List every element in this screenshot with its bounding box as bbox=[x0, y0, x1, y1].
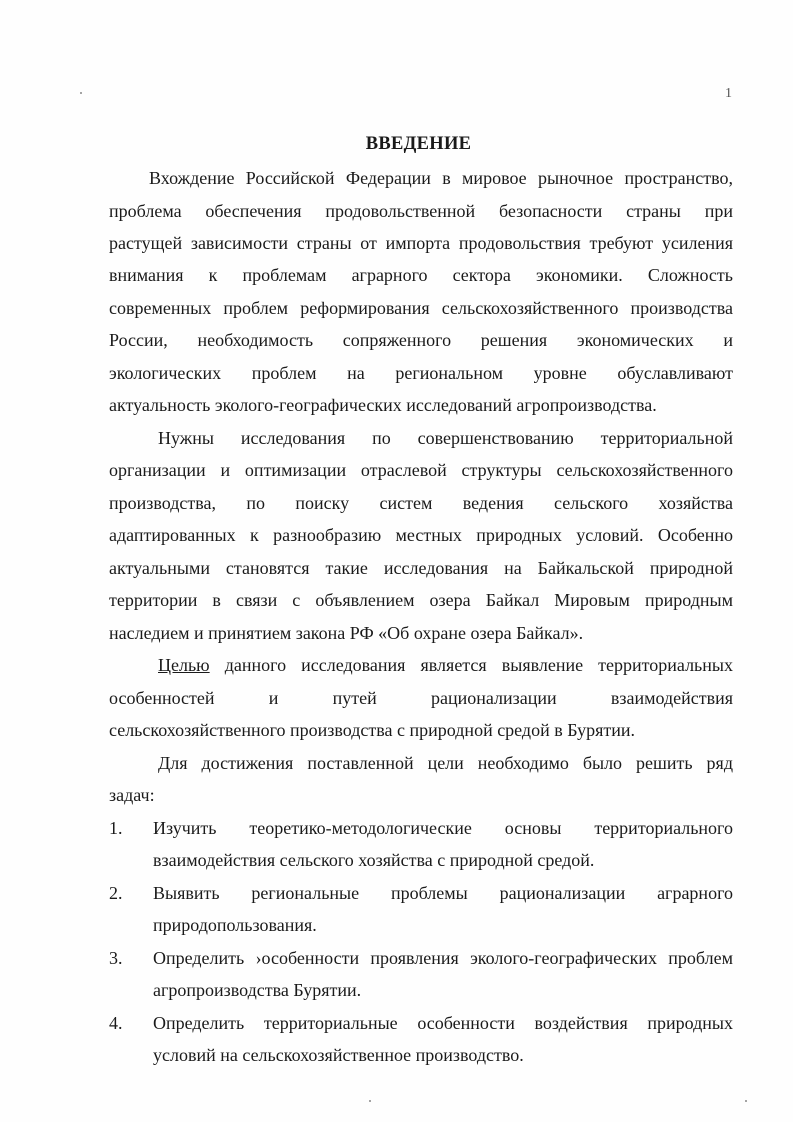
paragraph-line: экологических проблем на региональном уровне обуславливают bbox=[109, 363, 733, 383]
task-line: Изучить теоретико-методологические основы территориального bbox=[153, 818, 733, 838]
task-number: 1. bbox=[109, 818, 123, 838]
task-line: агропроизводства Бурятии. bbox=[153, 980, 362, 1000]
paragraph-line: современных проблем реформирования сельскохозяйственного производства bbox=[109, 298, 733, 318]
paragraph-line: актуальными становятся такие исследования на Байкальской природной bbox=[109, 558, 733, 578]
task-number: 3. bbox=[109, 948, 123, 968]
paragraph-line: Вхождение Российской Федерации в мировое рыночное пространство, bbox=[149, 168, 733, 188]
scan-speck bbox=[745, 1100, 747, 1102]
paragraph-line: организации и оптимизации отраслевой структуры сельскохозяйственного bbox=[109, 460, 733, 480]
task-number: 4. bbox=[109, 1013, 123, 1033]
paragraph-line: проблема обеспечения продовольственной безопасности страны при bbox=[109, 201, 733, 221]
scan-speck bbox=[369, 1100, 371, 1102]
section-heading: ВВЕДЕНИЕ bbox=[365, 134, 472, 154]
paragraph-line: задач: bbox=[109, 785, 155, 805]
goal-line-text: данного исследования является выявление территориальных bbox=[209, 655, 733, 675]
paragraph-line: производства, по поиску систем ведения сельского хозяйства bbox=[109, 493, 733, 513]
task-line: природопользования. bbox=[153, 915, 317, 935]
goal-line bbox=[158, 654, 733, 676]
task-line: условий на сельскохозяйственное производство. bbox=[153, 1045, 524, 1065]
task-line: Выявить региональные проблемы рационализации аграрного bbox=[153, 883, 733, 903]
paragraph-line: внимания к проблемам аграрного сектора экономики. Сложность bbox=[109, 265, 733, 285]
paragraph-line: Нужны исследования по совершенствованию территориальной bbox=[158, 428, 733, 448]
paragraph-line: наследием и принятием закона РФ «Об охране озера Байкал». bbox=[109, 623, 584, 643]
paragraph-line: адаптированных к разнообразию местных природных условий. Особенно bbox=[109, 525, 733, 545]
task-line: взаимодействия сельского хозяйства с природной средой. bbox=[153, 850, 595, 870]
paragraph-line: России, необходимость сопряженного решения экономических и bbox=[109, 330, 733, 350]
paragraph-line: актуальность эколого-географических исследований агропроизводства. bbox=[109, 395, 657, 415]
task-line: Определить ›особенности проявления эколого-географических проблем bbox=[153, 948, 733, 968]
page-number: 1 bbox=[725, 86, 732, 101]
goal-keyword: Целью bbox=[158, 655, 210, 675]
paragraph-line: особенностей и путей рационализации взаимодействия bbox=[109, 688, 733, 708]
paragraph-line: растущей зависимости страны от импорта продовольствия требуют усиления bbox=[109, 233, 733, 253]
paragraph-line: сельскохозяйственного производства с природной средой в Бурятии. bbox=[109, 720, 636, 740]
task-line: Определить территориальные особенности воздействия природных bbox=[153, 1013, 733, 1033]
scan-speck bbox=[80, 92, 82, 94]
paragraph-line: территории в связи с объявлением озера Байкал Мировым природным bbox=[109, 590, 733, 610]
paragraph-line: Для достижения поставленной цели необходимо было решить ряд bbox=[158, 753, 733, 773]
task-number: 2. bbox=[109, 883, 123, 903]
